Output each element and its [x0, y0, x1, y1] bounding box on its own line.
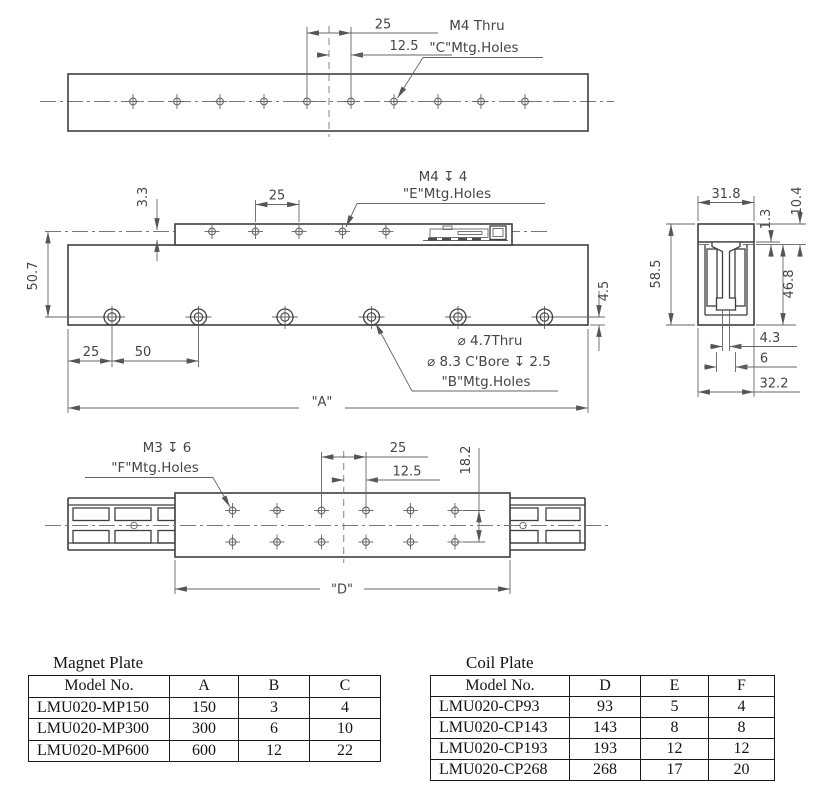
table-row [29, 740, 381, 762]
dim-a: "A" [311, 395, 333, 410]
value-e: 12 [641, 739, 709, 760]
col-header-f: F [709, 676, 775, 697]
dim-3-3: 3.3 [136, 186, 151, 208]
note-c-holes-line2: "C"Mtg.Holes [429, 40, 519, 56]
table-row [431, 718, 775, 739]
value-a: 300 [170, 719, 239, 741]
col-header-c: C [310, 676, 381, 698]
value-c: 4 [310, 697, 381, 719]
table-row [29, 719, 381, 741]
table-row [431, 697, 775, 718]
value-b: 12 [239, 740, 310, 762]
coil-plate-title: Coil Plate [466, 653, 534, 672]
value-d: 143 [570, 718, 641, 739]
magnet-right [735, 249, 745, 306]
dim-50-7: 50.7 [26, 261, 41, 291]
coil-plate-table [430, 675, 775, 781]
leader-c-holes [398, 58, 424, 99]
value-f: 8 [709, 718, 775, 739]
value-e: 17 [641, 760, 709, 781]
dim-31-8: 31.8 [711, 187, 741, 202]
model-cell: LMU020-MP600 [29, 740, 170, 762]
table-header-row [431, 676, 775, 697]
dim-4-3: 4.3 [759, 331, 781, 346]
magnet-plate-table-block [28, 653, 381, 762]
value-d: 193 [570, 739, 641, 760]
value-b: 6 [239, 719, 310, 741]
dim-12-5-bottom: 12.5 [392, 464, 422, 480]
front-view-assembly [26, 169, 612, 413]
note-b-holes-line2: ⌀ 8.3 C'Bore ↧ 2.5 [427, 354, 551, 370]
col-header-e: E [641, 676, 709, 697]
note-c-holes-line1: M4 Thru [449, 18, 505, 34]
dim-25-pitch: 25 [268, 188, 286, 204]
value-a: 600 [170, 740, 239, 762]
dim-32-2: 32.2 [759, 376, 789, 392]
note-f-holes-line1: M3 ↧ 6 [142, 440, 192, 456]
value-a: 150 [170, 697, 239, 719]
value-c: 22 [310, 740, 381, 762]
dim-6: 6 [759, 351, 769, 367]
dim-4-5: 4.5 [597, 280, 612, 302]
value-b: 3 [239, 697, 310, 719]
dim-1-3: 1.3 [759, 208, 774, 230]
magnet-plate-body [68, 245, 588, 325]
model-cell: LMU020-CP193 [431, 739, 570, 760]
side-view-cross-section [649, 187, 806, 397]
coil-plate-table-block [430, 653, 775, 781]
value-d: 93 [570, 697, 641, 718]
model-cell: LMU020-MP150 [29, 697, 170, 719]
magnet-plate-table [28, 675, 381, 762]
dim-58-5: 58.5 [649, 259, 664, 289]
note-b-holes-line3: "B"Mtg.Holes [441, 374, 531, 390]
value-e: 8 [641, 718, 709, 739]
col-header-d: D [570, 676, 641, 697]
model-cell: LMU020-CP143 [431, 718, 570, 739]
top-view-magnet-plate [40, 18, 614, 138]
table-row [431, 760, 775, 781]
note-b-holes-line1: ⌀ 4.7Thru [457, 333, 523, 349]
value-f: 20 [709, 760, 775, 781]
model-cell: LMU020-CP93 [431, 697, 570, 718]
value-e: 5 [641, 697, 709, 718]
model-cell: LMU020-MP300 [29, 719, 170, 741]
dim-46-8: 46.8 [782, 269, 797, 299]
dim-50: 50 [134, 345, 152, 360]
magnet-section-right [510, 498, 585, 550]
col-header-a: A [170, 676, 239, 698]
dim-d: "D" [331, 582, 353, 598]
note-e-holes-line2: "E"Mtg.Holes [402, 186, 492, 202]
leader-b-holes [376, 323, 413, 391]
col-header-model: Model No. [29, 676, 170, 698]
value-d: 268 [570, 760, 641, 781]
dim-12-5-top: 12.5 [389, 39, 419, 54]
value-f: 4 [709, 697, 775, 718]
magnet-section-left [68, 498, 175, 550]
table-row [29, 697, 381, 719]
note-f-holes-line2: "F"Mtg.Holes [111, 460, 199, 476]
coil-plate-outline [175, 493, 510, 557]
dim-25-top: 25 [374, 17, 392, 33]
model-cell: LMU020-CP268 [431, 760, 570, 781]
dim-25-edge: 25 [82, 345, 100, 360]
magnet-plate-outline [68, 74, 588, 131]
value-c: 10 [310, 719, 381, 741]
col-header-model: Model No. [431, 676, 570, 697]
dim-18-2: 18.2 [459, 445, 474, 475]
value-f: 12 [709, 739, 775, 760]
dim-10-4: 10.4 [790, 186, 805, 216]
magnet-left [707, 249, 717, 306]
note-e-holes-line1: M4 ↧ 4 [418, 169, 468, 185]
table-header-row [29, 676, 381, 698]
bottom-view-coil-plate [45, 440, 608, 598]
magnet-plate-title: Magnet Plate [53, 653, 144, 672]
col-header-b: B [239, 676, 310, 698]
table-row [431, 739, 775, 760]
dim-25-bottom: 25 [389, 441, 407, 456]
